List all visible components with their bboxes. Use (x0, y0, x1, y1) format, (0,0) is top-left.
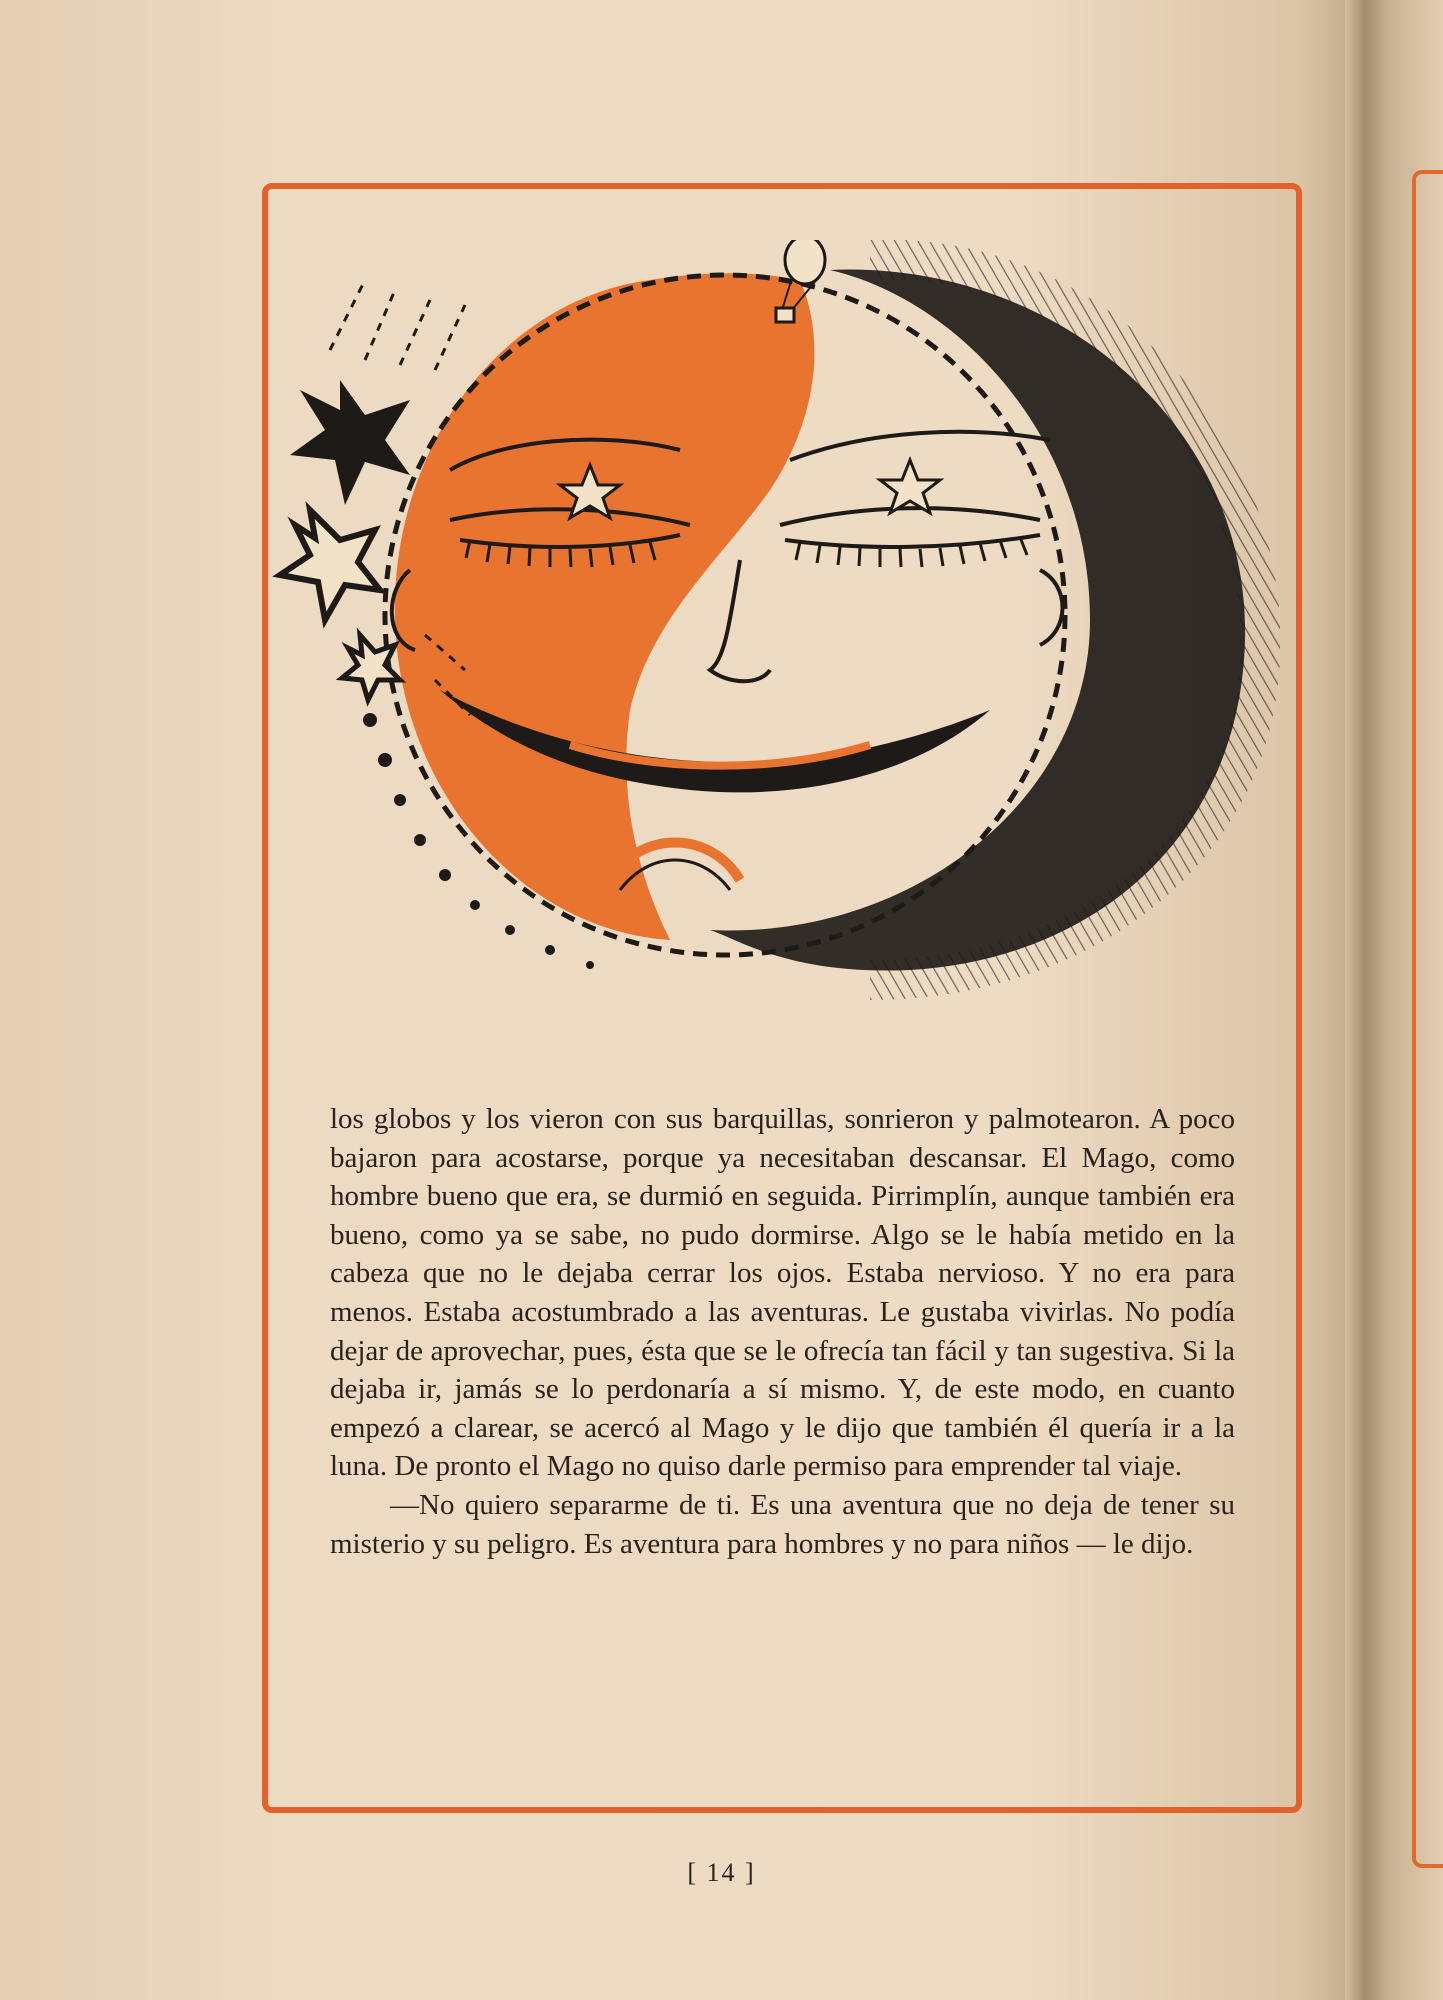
eye-star-right-icon (880, 460, 940, 513)
paragraph-narration: los globos y los vieron con sus barquillas, sonrieron y palmotearon. A poco bajaron para acostarse, porque ya necesitaban descansar. El Mago, como hombre bueno que era, se durmió en seguida. Pirrimplín, aunque también era bueno, como ya se sabe, no pudo dormirse. Algo se le había metido en la cabeza que no le dejaba cerrar los ojos. Estaba nervioso. Y no era para menos. Estaba acostumbrado a las aventuras. Le gustaba vivirlas. No podía dejar de aprovechar, pues, ésta que se le ofrecía tan fácil y tan sugestiva. Si la dejaba ir, jamás se lo perdonaría a sí mismo. Y, de este modo, en cuanto empezó a clarear, se acercó al Mago y le dijo que también él quería ir a la luna. De pronto el Mago no quiso darle permiso para emprender tal viaje. (330, 1103, 1235, 1483)
story-text (330, 1100, 1235, 1563)
moon-nose (710, 560, 770, 681)
paragraph-dialog: —No quiero separarme de ti. Es una aventura que no deja de tener su misterio y su peligro. Es aventura para hombres y no para niños — le dijo. (330, 1488, 1235, 1560)
star-large-icon (290, 380, 410, 505)
moon-face-icon (270, 240, 1280, 1000)
next-page-border-edge (1412, 170, 1443, 1868)
moon-orange-half (395, 273, 815, 940)
moon-ear-right (1040, 570, 1063, 645)
page-number: [ 14 ] (687, 1858, 756, 1887)
star-medium-icon (280, 510, 380, 620)
